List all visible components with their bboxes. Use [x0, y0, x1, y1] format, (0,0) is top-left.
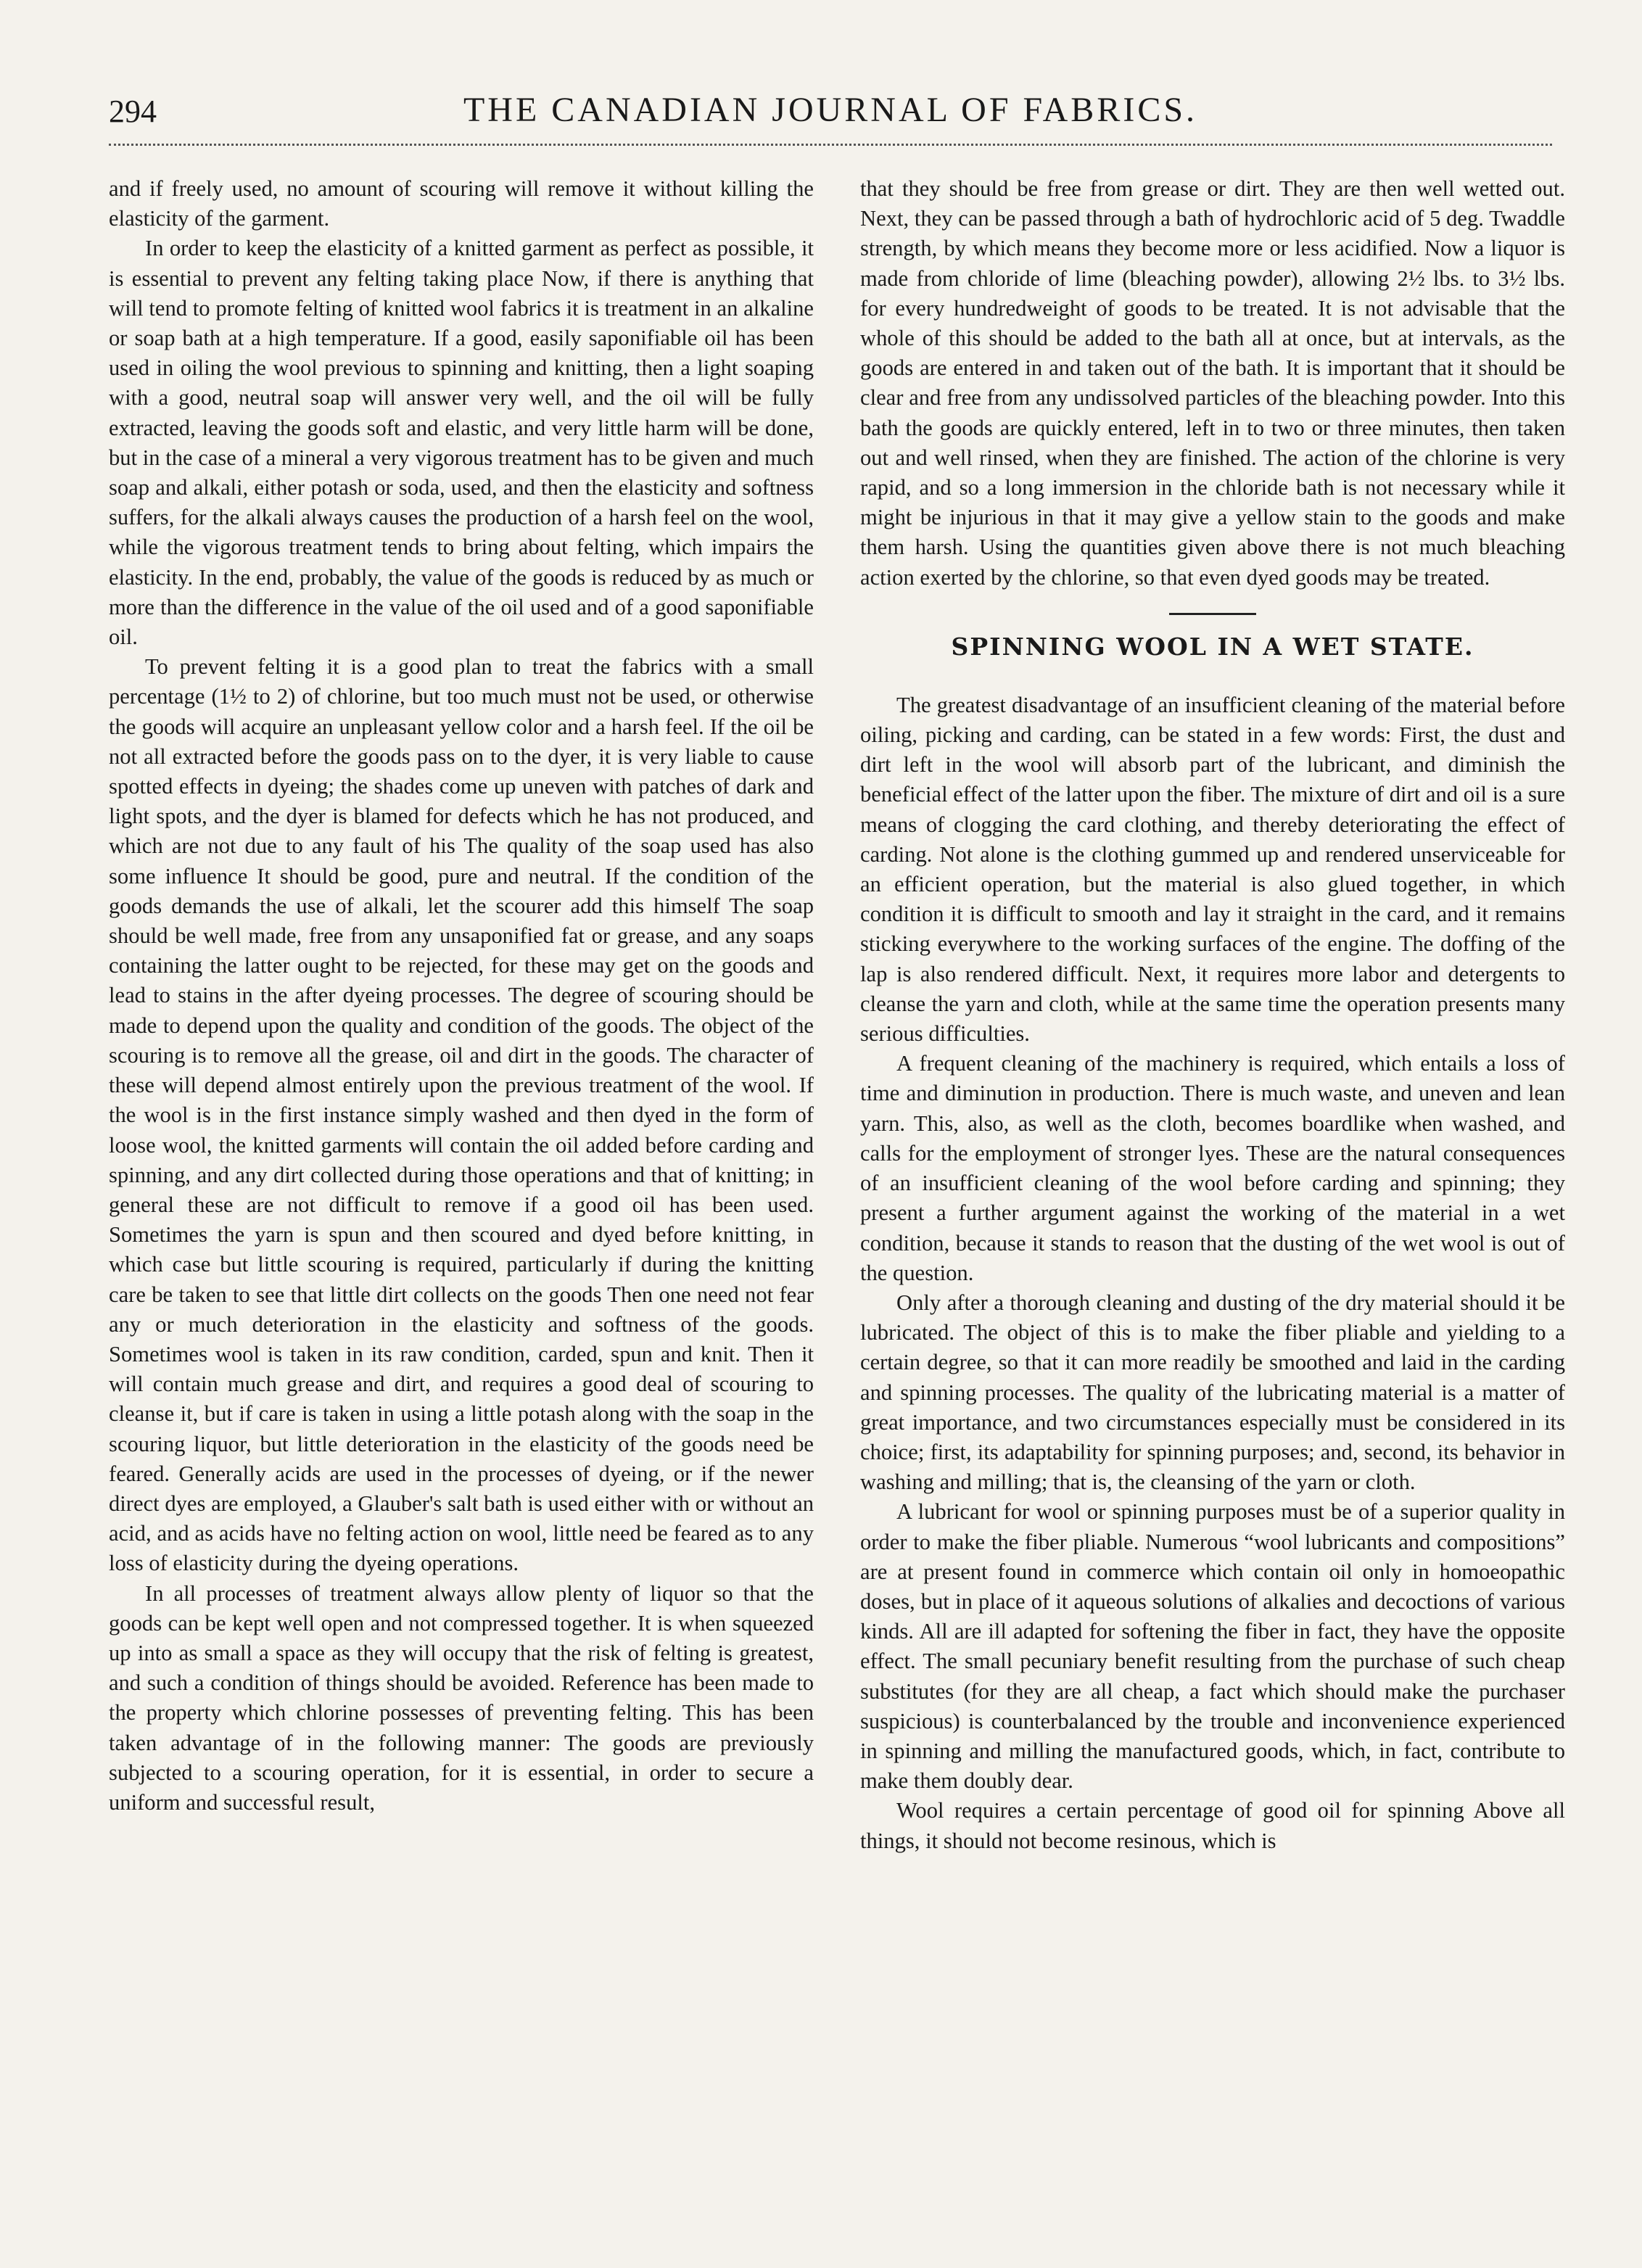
paragraph: The greatest disadvantage of an insufficient cleaning of the material before oiling, picking and carding, can be stated in a few words: First, the dust and dirt left in the wool will absorb part of the lubricant, and diminish the beneficial effect of the latter upon the fiber. The mixture of dirt and oil is a sure means of clogging the card clothing, and thereby deteriorating the effect of carding. Not alone is the clothing gummed up and rendered unserviceable for an efficient operation, but the material is also glued together, in which condition it is difficult to smooth and lay it straight in the card, and it remains sticking everywhere to the working surfaces of the engine. The doffing of the lap is also rendered difficult. Next, it requires more labor and detergents to cleanse the yarn and cloth, while at the same time the operation presents many serious difficulties. — [860, 692, 1565, 1047]
left-column — [109, 174, 814, 1818]
paragraph: and if freely used, no amount of scouring will remove it without killing the elasticity of the garment. — [109, 176, 814, 231]
paragraph: A frequent cleaning of the machinery is required, which entails a loss of time and diminution in production. There is much waste, and uneven and lean yarn. This, also, as well as the cloth, becomes boardlike when washed, and calls for the employment of stronger lyes. These are the natural consequences of an insufficient cleaning of the wool before carding and spinning; they present a further argument against the working of the material in a wet condition, because it stands to reason that the dusting of the wet wool is out of the question. — [860, 1051, 1565, 1285]
paragraph: Only after a thorough cleaning and dusting of the dry material should it be lubricated. The object of this is to make the fiber pliable and yielding to a certain degree, so that it can more readily be smoothed and laid in the carding and spinning processes. The quality of the lubricating material is a matter of great importance, and two circumstances especially must be considered in its choice; first, its adaptability for spinning purposes; and, second, its behavior in washing and milling; that is, the cleansing of the yarn or cloth. — [860, 1290, 1565, 1495]
header-rule — [109, 144, 1552, 146]
paragraph: that they should be free from grease or dirt. They are then well wetted out. Next, they can be passed through a bath of hydrochloric acid of 5 deg. Twaddle strength, by which means they become more or less acidified. Now a liquor is made from chloride of lime (bleaching powder), allowing 2½ lbs. to 3½ lbs. for every hundredweight of goods to be treated. It is not advisable that the whole of this should be added to the bath all at once, but at intervals, as the goods are entered in and taken out of the bath. It is important that it should be clear and free from any undissolved particles of the bleaching powder. Into this bath the goods are quickly entered, left in to two or three minutes, then taken out and well rinsed, when they are finished. The action of the chlorine is very rapid, and so a long immersion in the chloride bath is not necessary while it might be injurious in that it may give a yellow stain to the goods and make them harsh. Using the quantities given above there is not much bleaching action exerted by the chlorine, so that even dyed goods may be treated. — [860, 176, 1565, 590]
paragraph: Wool requires a certain percentage of good oil for spinning Above all things, it should not become resinous, which is — [860, 1798, 1565, 1853]
section-title: SPINNING WOOL IN A WET STATE. — [951, 632, 1474, 661]
paragraph: To prevent felting it is a good plan to treat the fabrics with a small percentage (1½ to 2) of chlorine, but too much must not be used, or otherwise the goods will acquire an unpleasant yellow color and a harsh feel. If the oil be not all extracted before the goods pass on to the dyer, it is very liable to cause spotted effects in dyeing; the shades come up uneven with patches of dark and light spots, and the dyer is blamed for defects which he has not produced, and which are not due to any fault of his The quality of the soap used has also some influence It should be good, pure and neutral. If the condition of the goods demands the use of alkali, let the scourer add this himself The soap should be well made, free from any unsaponified fat or grease, and any soaps containing the latter ought to be rejected, for these may get on the goods and lead to stains in the after dyeing processes. The degree of scouring should be made to depend upon the quality and condition of the goods. The object of the scouring is to remove all the grease, oil and dirt in the goods. The character of these will depend almost entirely upon the previous treatment of the wool. If the wool is in the first instance simply washed and then dyed in the form of loose wool, the knitted garments will contain the oil added before carding and spinning, and any dirt collected during those operations and that of knitting; in general these are not difficult to remove if a good oil has been used. Sometimes the yarn is spun and then scoured and dyed before knitting, in which case but little scouring is required, particularly if during the knitting care be taken to see that little dirt collects on the goods Then one need not fear any or much deterioration in the elasticity and softness of the goods. Sometimes wool is taken in its raw condition, carded, spun and knit. Then it will contain much grease and dirt, and requires a good deal of scouring to cleanse it, but if care is taken in using a little potash along with the soap in the scouring liquor, but little deterioration in the elasticity of the goods need be feared. Generally acids are used in the processes of dyeing, or if the newer direct dyes are employed, a Glauber's salt bath is used either with or without an acid, and as acids have no felting action on wool, little need be feared as to any loss of elasticity during the dyeing operations. — [109, 654, 814, 1576]
paragraph: In order to keep the elasticity of a knitted garment as perfect as possible, it is essential to prevent any felting taking place Now, if there is anything that will tend to promote felting of knitted wool fabrics it is treatment in an alkaline or soap bath at a high temperature. If a good, easily saponifiable oil has been used in oiling the wool previous to spinning and knitting, then a light soaping with a good, neutral soap will answer very well, and the oil will be fully extracted, leaving the goods soft and elastic, and very little harm will be done, but in the case of a mineral a very vigorous treatment has to be given and much soap and alkali, either potash or soda, used, and then the elasticity and softness suffers, for the alkali always causes the production of a harsh feel on the wool, while the vigorous treatment tends to bring about felting, which impairs the elasticity. In the end, probably, the value of the goods is reduced by as much or more than the difference in the value of the oil used and of a good saponifiable oil. — [109, 236, 814, 650]
section-divider — [1169, 613, 1256, 615]
page-header — [109, 86, 1552, 144]
page-number: 294 — [109, 94, 157, 129]
journal-title: THE CANADIAN JOURNAL OF FABRICS. — [463, 91, 1198, 129]
paragraph: A lubricant for wool or spinning purposes must be of a superior quality in order to make the fiber pliable. Numerous “wool lubricants and compositions” are at present found in commerce which contain oil only in homoeopathic doses, but in place of it aqueous solutions of alkalies and decoctions of various kinds. All are ill adapted for softening the fiber in fact, they have the opposite effect. The small pecuniary benefit resulting from the purchase of such cheap substitutes (for they are all cheap, a fact which should make the purchaser suspicious) is counterbalanced by the trouble and inconvenience experienced in spinning and milling the manufactured goods, which, in fact, contribute to make them doubly dear. — [860, 1499, 1565, 1794]
paragraph: In all processes of treatment always allow plenty of liquor so that the goods can be kept well open and not compressed together. It is when squeezed up into as small a space as they will occupy that the risk of felting is greatest, and such a condition of things should be avoided. Reference has been made to the property which chlorine possesses of preventing felting. This has been taken advantage of in the following manner: The goods are previously subjected to a scouring operation, for it is essential, in order to secure a uniform and successful result, — [109, 1580, 814, 1815]
right-column — [860, 174, 1565, 1856]
